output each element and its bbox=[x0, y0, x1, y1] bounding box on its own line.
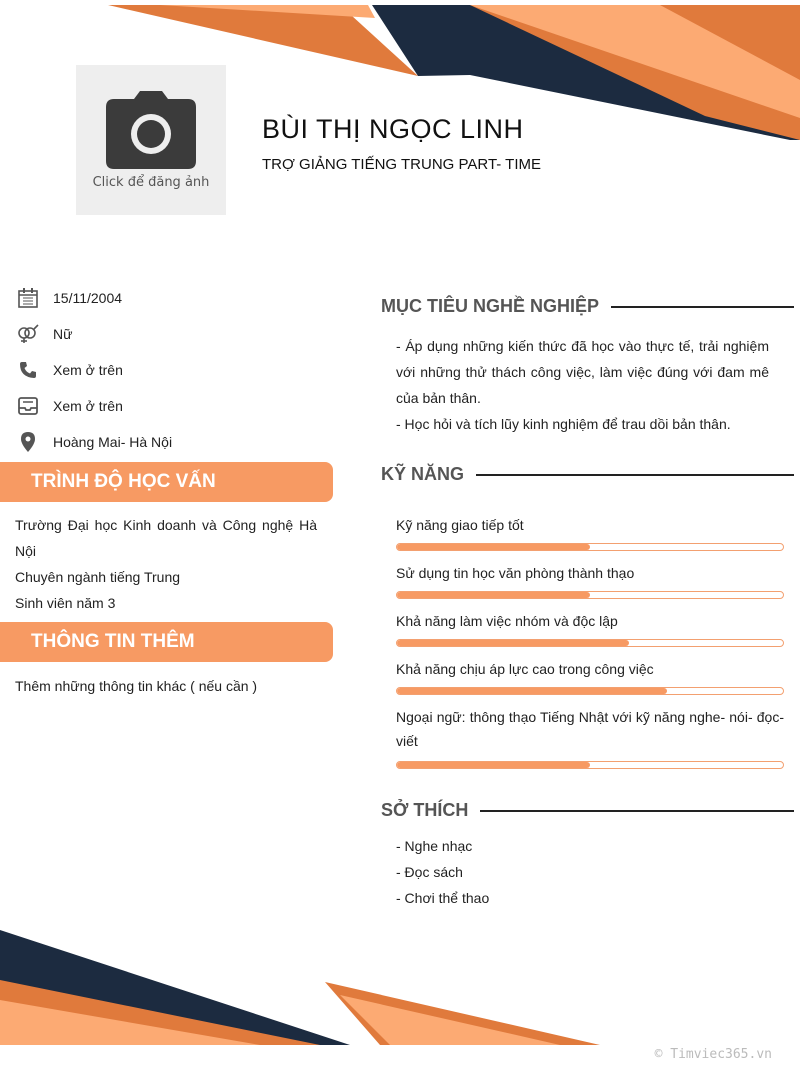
skill-label: Khả năng chịu áp lực cao trong công việc bbox=[396, 661, 654, 677]
skills-divider bbox=[476, 474, 794, 476]
photo-upload-button[interactable] bbox=[76, 65, 226, 215]
hobbies-divider bbox=[480, 810, 794, 812]
contact-email bbox=[16, 388, 336, 424]
job-title: TRỢ GIẢNG TIẾNG TRUNG PART- TIME bbox=[262, 156, 542, 173]
skill-bar bbox=[396, 591, 784, 599]
education-content bbox=[15, 512, 317, 616]
birthday-value: 15/11/2004 bbox=[53, 290, 123, 306]
extra-info-heading: THÔNG TIN THÊM bbox=[0, 622, 333, 662]
skill-bar-fill bbox=[397, 688, 667, 694]
contact-phone bbox=[16, 352, 336, 388]
gender-value: Nữ bbox=[53, 326, 73, 342]
objective-content bbox=[396, 333, 769, 437]
skill-label: Khả năng làm việc nhóm và độc lập bbox=[396, 613, 618, 629]
skill-label: Sử dụng tin học văn phòng thành thạo bbox=[396, 565, 635, 581]
hobbies-list bbox=[396, 833, 489, 911]
bottom-decoration bbox=[0, 920, 800, 1050]
candidate-name: BÙI THỊ NGỌC LINH bbox=[262, 114, 524, 144]
gender-icon bbox=[16, 323, 40, 345]
calendar-icon bbox=[16, 287, 40, 309]
extra-info-text: Thêm những thông tin khác ( nếu cần ) bbox=[15, 678, 258, 694]
objective-divider bbox=[611, 306, 794, 308]
education-heading: TRÌNH ĐỘ HỌC VẤN bbox=[0, 462, 333, 502]
skill-bar bbox=[396, 639, 784, 647]
objective-paragraph: - Học hỏi và tích lũy kinh nghiệm để trau dồi bản thân. bbox=[396, 416, 731, 432]
email-icon bbox=[16, 395, 40, 417]
objective-heading-label: MỤC TIÊU NGHỀ NGHIỆP bbox=[381, 296, 600, 316]
skill-bar bbox=[396, 543, 784, 551]
education-school: Trường Đại học Kinh doanh và Công nghệ Hà bbox=[15, 517, 317, 533]
contact-gender bbox=[16, 316, 336, 352]
skill-bar-fill bbox=[397, 592, 590, 598]
contact-list bbox=[16, 280, 336, 460]
objective-heading bbox=[381, 296, 794, 317]
hobbies-heading-label: SỞ THÍCH bbox=[381, 800, 469, 820]
contact-birthday bbox=[16, 280, 336, 316]
education-school-cont: Nội bbox=[15, 543, 37, 559]
skill-bar-fill bbox=[397, 762, 590, 768]
photo-caption: Click để đăng ảnh bbox=[92, 174, 210, 190]
hobby-item: - Chơi thể thao bbox=[396, 890, 490, 906]
objective-paragraph: - Áp dụng những kiến thức đã học vào thực tế, trải nghiệm với những thử thách công việc, làm việc đúng với đam mê của bản thân. bbox=[396, 338, 769, 406]
contact-address bbox=[16, 424, 336, 460]
education-year: Sinh viên năm 3 bbox=[15, 595, 116, 611]
skills-heading-label: KỸ NĂNG bbox=[381, 464, 465, 484]
hobbies-heading bbox=[381, 800, 794, 821]
skill-label: Kỹ năng giao tiếp tốt bbox=[396, 517, 524, 533]
skill-bar bbox=[396, 687, 784, 695]
hobby-item: - Nghe nhạc bbox=[396, 838, 473, 854]
email-value: Xem ở trên bbox=[53, 398, 123, 414]
footer-watermark: © Timviec365.vn bbox=[654, 1047, 772, 1062]
skill-bar bbox=[396, 761, 784, 769]
skills-heading bbox=[381, 464, 794, 485]
phone-icon bbox=[16, 359, 40, 381]
skill-bar-fill bbox=[397, 544, 590, 550]
skill-label: Ngoại ngữ: thông thạo Tiếng Nhật với kỹ năng nghe- nói- đọc- viết bbox=[396, 709, 784, 749]
camera-icon bbox=[106, 91, 196, 169]
phone-value: Xem ở trên bbox=[53, 362, 123, 378]
skill-bar-fill bbox=[397, 640, 629, 646]
education-major: Chuyên ngành tiếng Trung bbox=[15, 569, 181, 585]
location-icon bbox=[16, 431, 40, 453]
address-value: Hoàng Mai- Hà Nội bbox=[53, 434, 173, 450]
hobby-item: - Đọc sách bbox=[396, 864, 463, 880]
